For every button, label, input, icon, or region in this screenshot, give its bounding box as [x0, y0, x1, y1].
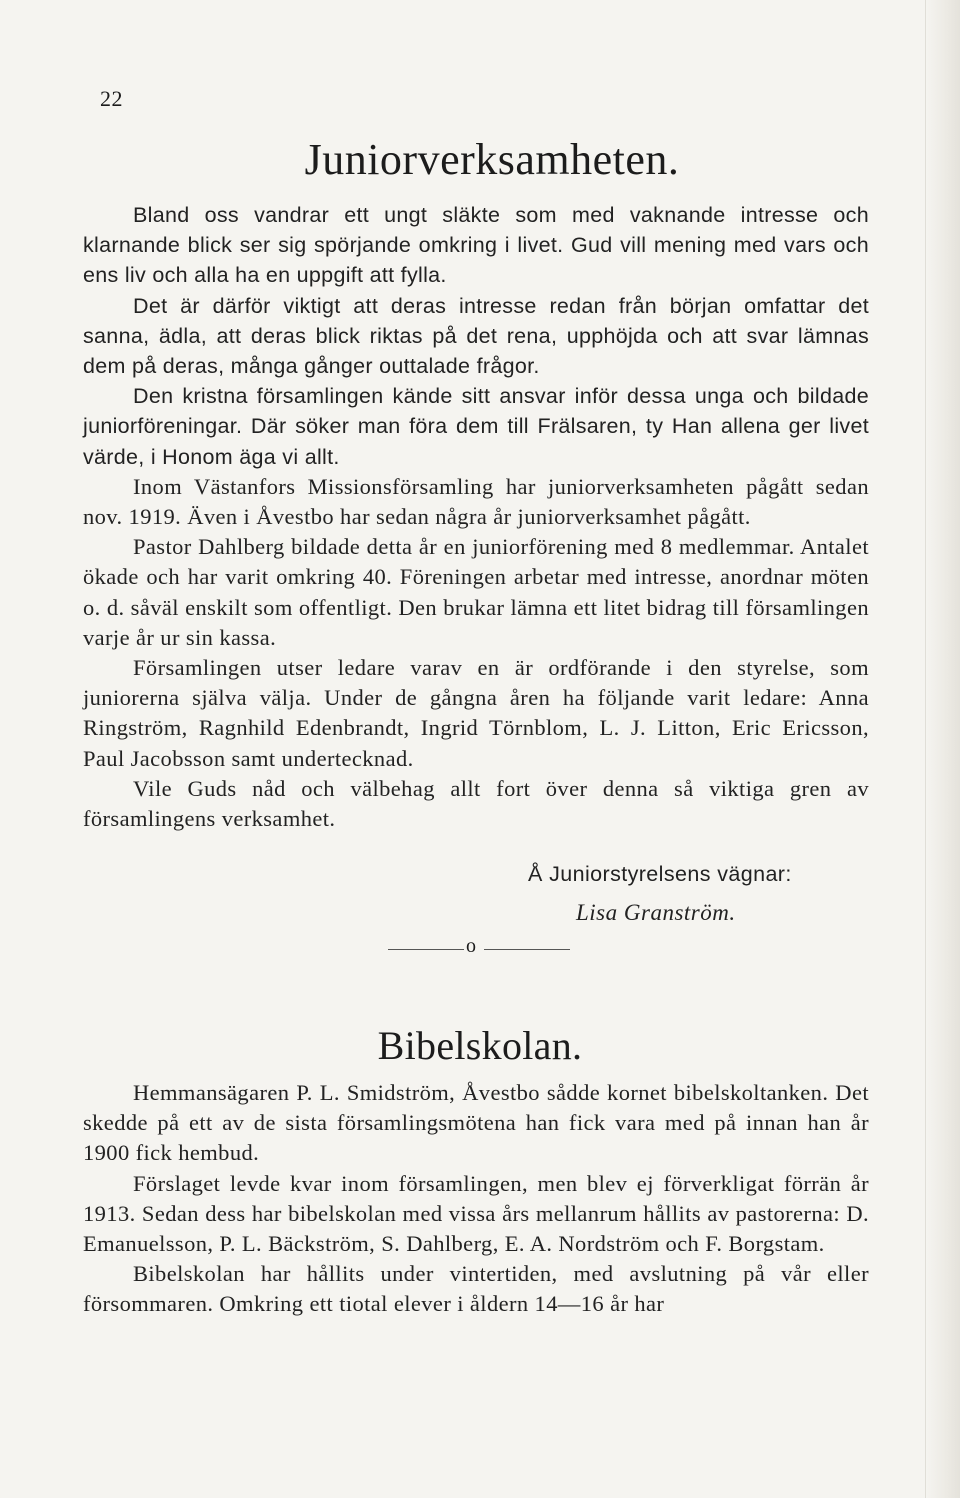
section-body-bibelskolan [83, 1078, 869, 1320]
paragraph: Förslaget levde kvar inom församlingen, men blev ej förverkligat förrän år 1913. Sedan dess har bibelskolan med vissa års mellanrum hållits av pastorerna: D. Emanuelsson, P. L. Bäckström, S. Dahlberg, E. A. Nordström och F. Borgstam. [83, 1170, 869, 1257]
signature-line: Å Juniorstyrelsens vägnar: [528, 862, 792, 886]
divider-line-right [484, 949, 570, 950]
paragraph: Bland oss vandrar ett ungt släkte som med vaknande intresse och klarnande blick ser sig spörjande omkring i livet. Gud vill mening med vars och ens liv och alla ha en uppgift att fylla. [83, 203, 869, 288]
section-body-juniorverksamheten [83, 200, 869, 834]
page-number: 22 [100, 86, 123, 111]
paragraph: Vile Guds nåd och välbehag allt fort över denna så viktiga gren av församlingens verksamhet. [83, 775, 869, 832]
page-edge-shadow [925, 0, 960, 1498]
divider-mark: o [466, 935, 476, 957]
paragraph: Församlingen utser ledare varav en är ordförande i den styrelse, som juniorerna själva välja. Under de gångna åren ha följande varit ledare: Anna Ringström, Ragnhild Edenbrandt, Ingrid Törnblom, L. J. Litton, Eric Ericsson, Paul Jacobsson samt undertecknad. [83, 655, 869, 771]
paragraph: Inom Västanfors Missionsförsamling har juniorverksamheten pågått sedan nov. 1919. Även i Åvestbo har sedan några år juniorverksamhet pågått. [83, 473, 869, 530]
section-title-bibelskolan: Bibelskolan. [377, 1023, 583, 1068]
paragraph: Det är därför viktigt att deras intresse redan från början omfattar det sanna, ädla, att deras blick riktas på det rena, upphöjda och att svar lämnas dem på deras, många gånger outtalade frågor. [83, 293, 869, 379]
signature-name: Lisa Granström. [576, 900, 736, 925]
paragraph: Bibelskolan har hållits under vintertiden, med avslutning på vår eller försommaren. Omkring ett tiotal elever i åldern 14—16 år har [83, 1261, 869, 1317]
paragraph: Hemmansägaren P. L. Smidström, Åvestbo sådde kornet bibelskoltanken. Det skedde på ett av de sista församlingsmötena han fick vara med på innan han år 1900 fick hembud. [83, 1080, 869, 1166]
paragraph: Pastor Dahlberg bildade detta år en juniorförening med 8 medlemmar. Antalet ökade och har varit omkring 40. Föreningen arbetar med intresse, anordnar möten o. d. såväl enskilt som offentligt. Den brukar lämna ett litet bidrag till församlingen varje år ur sin kassa. [83, 534, 869, 650]
section-divider [0, 935, 960, 959]
divider-line-left [388, 949, 464, 950]
paragraph: Den kristna församlingen kände sitt ansvar inför dessa unga och bildade juniorföreningar. Där söker man föra dem till Frälsaren, ty Han allena ger livet värde, i Honom äga vi allt. [83, 384, 869, 469]
section-title-juniorverksamheten: Juniorverksamheten. [304, 135, 680, 184]
